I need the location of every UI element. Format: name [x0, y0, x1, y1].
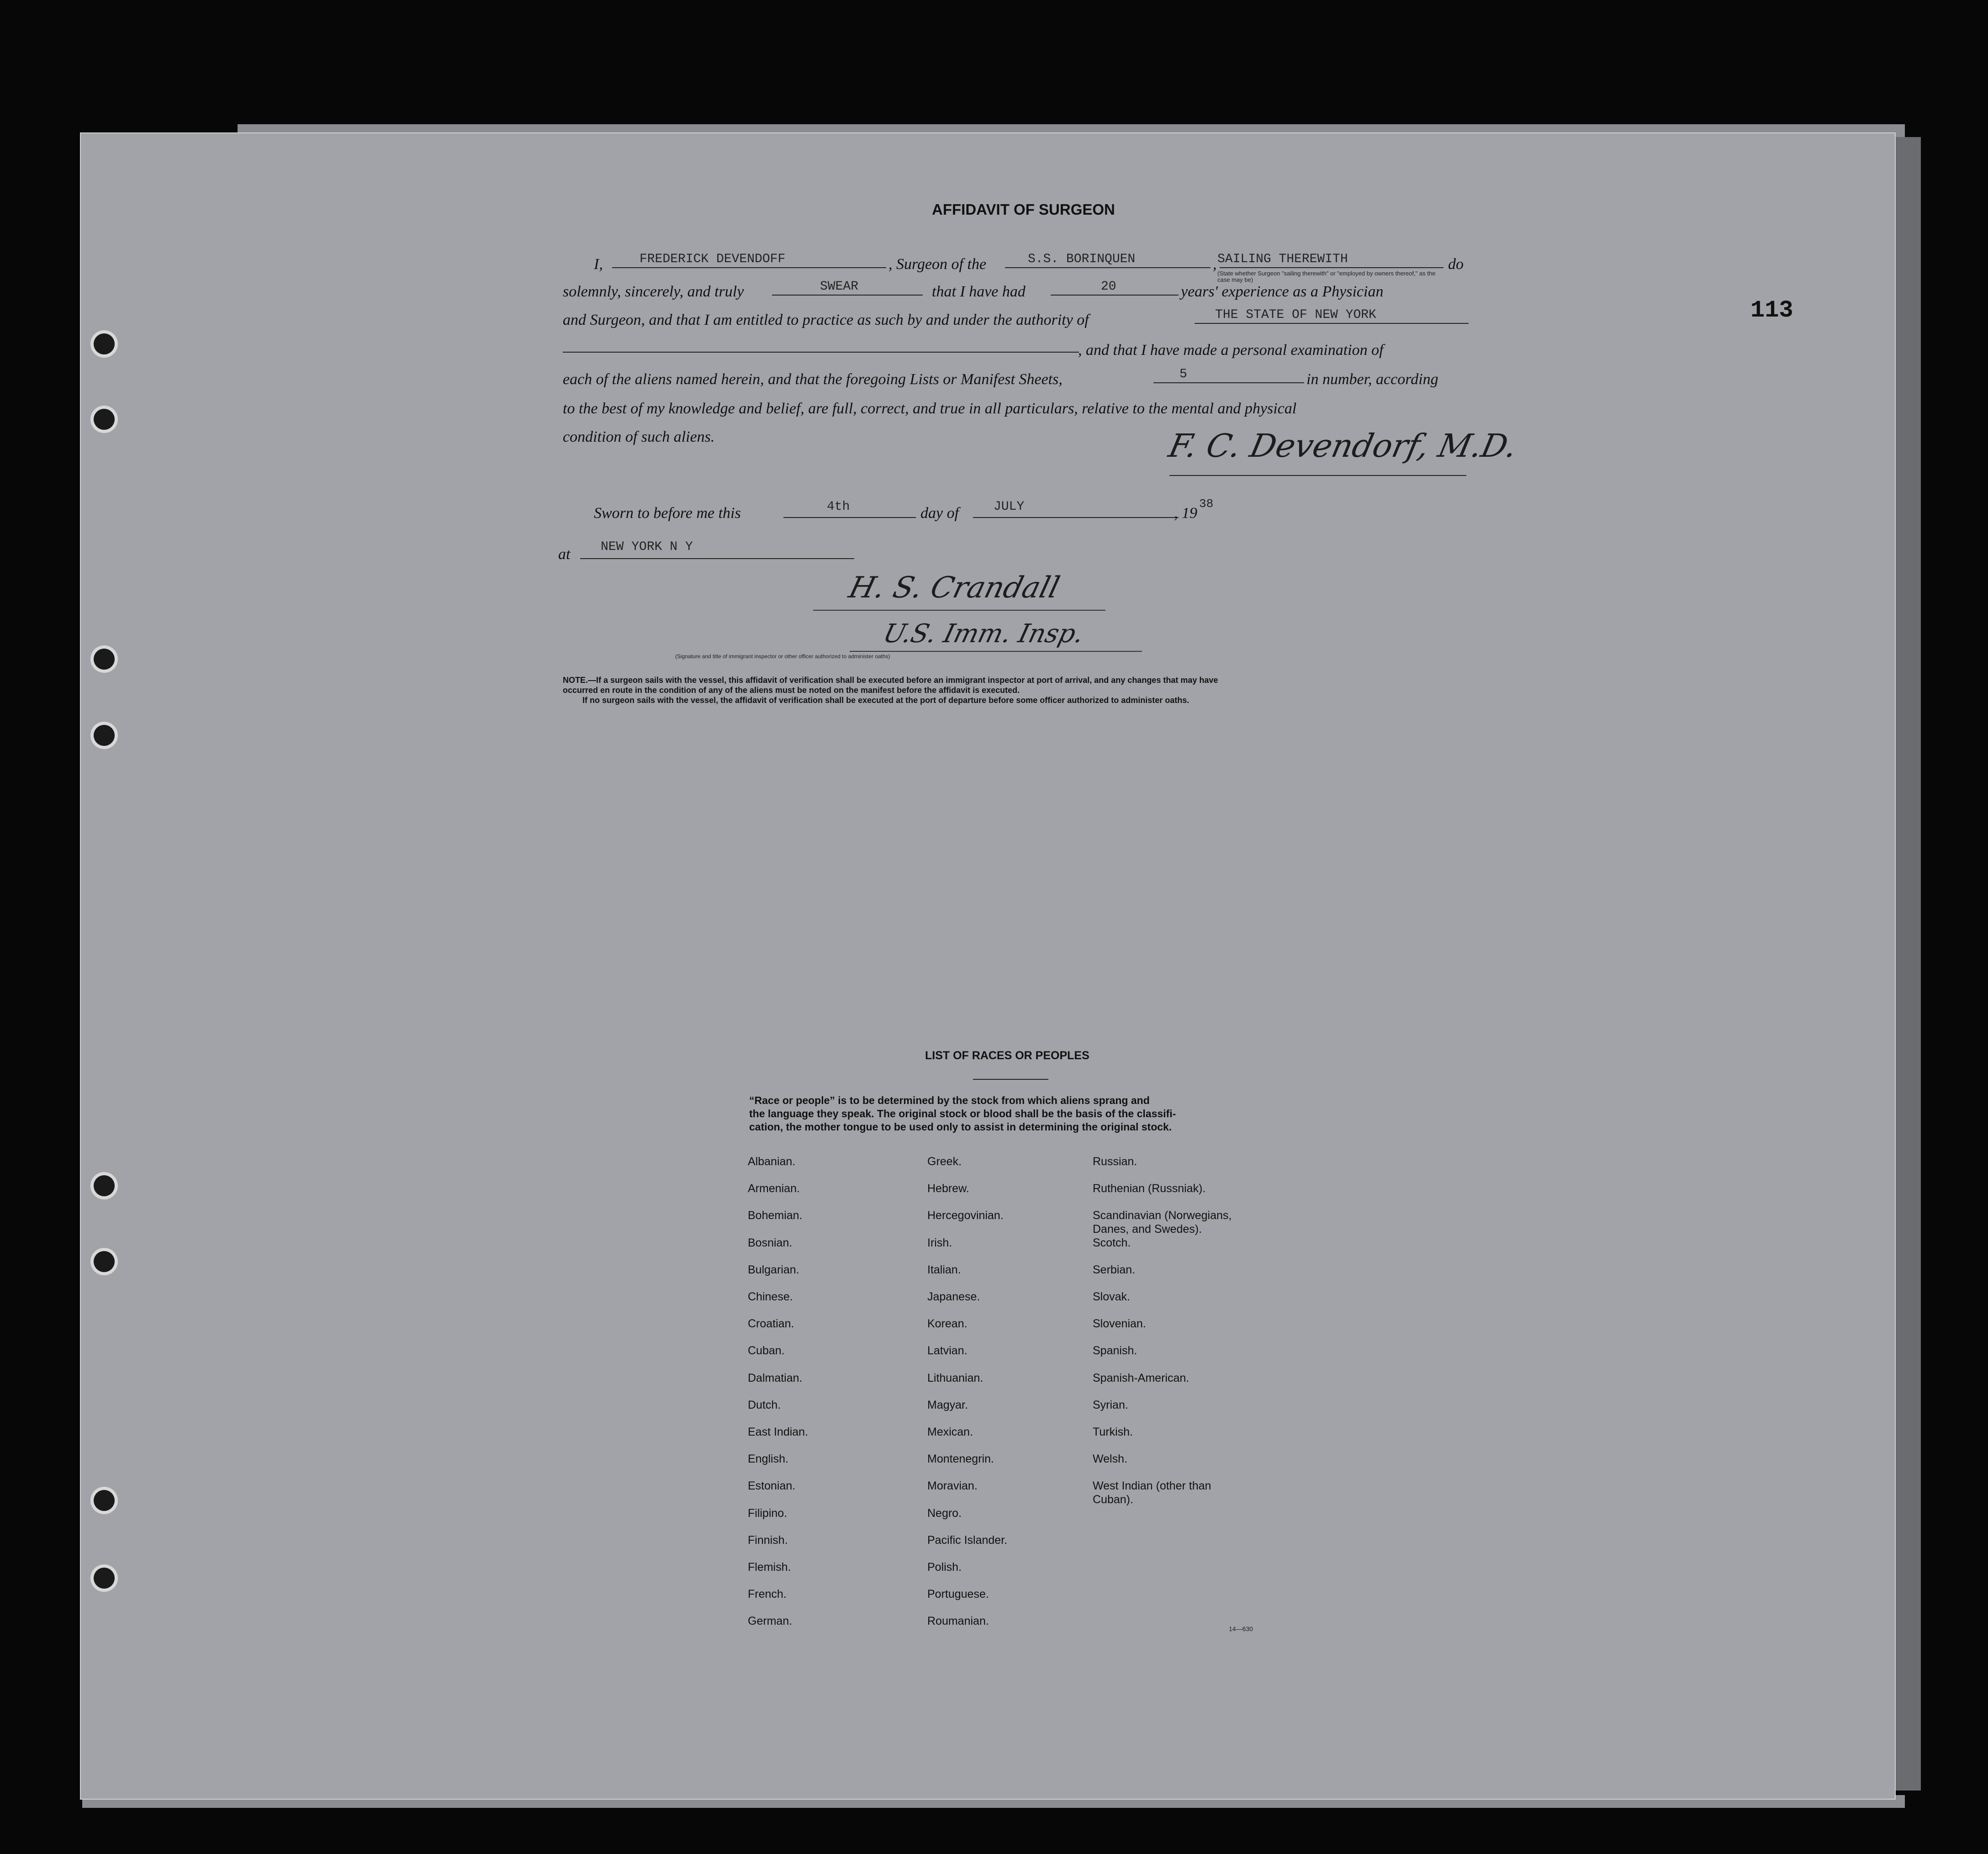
field-underline	[772, 295, 923, 296]
race-item: Finnish.	[748, 1533, 788, 1547]
affidavit-text: each of the aliens named herein, and that the foregoing Lists or Manifest Sheets,	[563, 371, 1063, 388]
race-item: Negro.	[927, 1506, 962, 1520]
field-underline	[1195, 323, 1469, 324]
affidavit-note: If no surgeon sails with the vessel, the affidavit of verification shall be executed at the port of departure before some officer authorized to administer oaths.	[582, 696, 1190, 705]
sailing-status-caption: (State whether Surgeon "sailing therewith" or "employed by owners thereof," as the case may be)	[1217, 270, 1436, 283]
race-item: Chinese.	[748, 1290, 793, 1303]
race-item: Armenian.	[748, 1182, 800, 1195]
oath-field: SWEAR	[820, 280, 859, 294]
affidavit-note: NOTE.—If a surgeon sails with the vessel, this affidavit of verification shall be executed before an immigrant inspector at port of arrival, and any changes that may have	[563, 676, 1218, 685]
race-item: German.	[748, 1615, 793, 1628]
vessel-field: S.S. BORINQUEN	[1028, 252, 1136, 266]
signature-line	[850, 651, 1142, 652]
surgeon-name-field: FREDERICK DEVENDOFF	[640, 252, 786, 266]
race-item: Japanese.	[927, 1290, 980, 1303]
affidavit-text: and Surgeon, and that I am entitled to practice as such by and under the authority of	[563, 312, 1089, 328]
race-item: Danes, and Swedes).	[1093, 1223, 1202, 1236]
races-intro: “Race or people” is to be determined by the stock from which aliens sprang and	[749, 1094, 1150, 1106]
affidavit-text: condition of such aliens.	[563, 428, 715, 445]
years-field: 20	[1101, 280, 1116, 294]
field-underline	[1051, 295, 1179, 296]
race-item: Albanian.	[748, 1155, 796, 1168]
binder-hole	[94, 409, 115, 430]
year-field: 38	[1199, 497, 1214, 511]
sworn-text: Sworn to before me this	[594, 505, 741, 522]
affidavit-text: , and that I have made a personal examination of	[1078, 342, 1384, 359]
race-item: Bulgarian.	[748, 1263, 799, 1276]
race-item: French.	[748, 1588, 787, 1601]
race-item: Slovenian.	[1093, 1317, 1146, 1331]
place-field: NEW YORK N Y	[601, 540, 693, 554]
field-underline	[563, 352, 1079, 353]
race-item: Croatian.	[748, 1317, 794, 1331]
affidavit-title: AFFIDAVIT OF SURGEON	[932, 201, 1115, 218]
signature-caption: (Signature and title of immigrant inspector or other officer authorized to administer oaths)	[675, 653, 890, 660]
page-stack-edge	[1896, 137, 1921, 1791]
races-intro: cation, the mother tongue to be used only to assist in determining the original stock.	[749, 1121, 1172, 1133]
affidavit-text: solemnly, sincerely, and truly	[563, 283, 744, 300]
day-field: 4th	[827, 500, 850, 514]
signature-line	[1169, 475, 1466, 476]
form-number: 14—630	[1229, 1625, 1253, 1632]
race-item: West Indian (other than	[1093, 1479, 1211, 1493]
page-number: 113	[1750, 297, 1793, 324]
race-item: Pacific Islander.	[927, 1533, 1008, 1547]
field-underline	[612, 267, 886, 268]
race-item: Slovak.	[1093, 1290, 1130, 1303]
race-item: Estonian.	[748, 1479, 796, 1493]
race-item: English.	[748, 1453, 788, 1466]
affidavit-text: , Surgeon of the	[888, 256, 987, 273]
inspector-title: U.S. Imm. Insp.	[880, 619, 1087, 649]
race-item: Hebrew.	[927, 1182, 969, 1195]
race-item: Bosnian.	[748, 1236, 793, 1249]
races-title: LIST OF RACES OR PEOPLES	[925, 1049, 1089, 1062]
race-item: Filipino.	[748, 1506, 788, 1520]
sworn-text: , 19	[1174, 505, 1197, 522]
binder-hole	[94, 333, 115, 354]
affidavit-text: to the best of my knowledge and belief, are full, correct, and true in all particulars, relative to the mental and physical	[563, 400, 1297, 417]
affidavit-text: that I have had	[932, 283, 1026, 300]
field-underline	[1220, 267, 1443, 268]
affidavit-text: I,	[594, 256, 603, 273]
field-underline	[580, 558, 854, 559]
inspector-signature: H. S. Crandall	[845, 571, 1063, 605]
place-label: at	[558, 546, 571, 563]
race-item: East Indian.	[748, 1426, 809, 1438]
race-item: Irish.	[927, 1236, 952, 1249]
race-item: Scandinavian (Norwegians,	[1093, 1209, 1232, 1222]
month-field: JULY	[994, 500, 1025, 514]
affidavit-text: ,	[1213, 256, 1217, 273]
affidavit-note: occurred en route in the condition of any of the aliens must be noted on the manifest before the affidavit is executed.	[563, 686, 1020, 695]
race-item: Syrian.	[1093, 1398, 1128, 1411]
race-item: Spanish.	[1093, 1344, 1137, 1357]
race-item: Russian.	[1093, 1155, 1137, 1168]
race-item: Greek.	[927, 1155, 962, 1168]
race-item: Korean.	[927, 1317, 968, 1331]
race-item: Welsh.	[1093, 1453, 1127, 1466]
field-underline	[1153, 382, 1304, 383]
title-rule	[973, 1079, 1048, 1080]
race-item: Flemish.	[748, 1561, 791, 1574]
sailing-status-field: SAILING THEREWITH	[1217, 252, 1348, 266]
affidavit-text: do	[1448, 256, 1464, 273]
race-item: Hercegovinian.	[927, 1209, 1004, 1222]
binder-hole	[94, 1175, 115, 1196]
field-underline	[783, 517, 916, 518]
race-item: Italian.	[927, 1263, 961, 1276]
binder-hole	[94, 725, 115, 746]
authority-field: THE STATE OF NEW YORK	[1215, 308, 1376, 322]
races-intro: the language they speak. The original stock or blood shall be the basis of the classifi-	[749, 1108, 1176, 1120]
binder-hole	[94, 1568, 115, 1589]
race-item: Moravian.	[927, 1479, 978, 1493]
signature-line	[813, 610, 1105, 611]
sworn-text: day of	[920, 505, 959, 522]
race-item: Turkish.	[1093, 1426, 1133, 1438]
binder-hole	[94, 649, 115, 670]
sheets-field: 5	[1179, 367, 1187, 381]
race-item: Polish.	[927, 1561, 962, 1574]
race-item: Lithuanian.	[927, 1371, 983, 1384]
race-item: Ruthenian (Russniak).	[1093, 1182, 1206, 1195]
race-item: Dutch.	[748, 1398, 781, 1411]
race-item: Dalmatian.	[748, 1371, 803, 1384]
race-item: Spanish-American.	[1093, 1371, 1190, 1384]
field-underline	[973, 517, 1179, 518]
binder-hole	[94, 1251, 115, 1272]
race-item: Cuban.	[748, 1344, 785, 1357]
race-item: Serbian.	[1093, 1263, 1136, 1276]
race-item: Portuguese.	[927, 1588, 989, 1601]
affidavit-text: in number, according	[1306, 371, 1438, 388]
race-item: Mexican.	[927, 1426, 973, 1438]
binder-hole	[94, 1490, 115, 1511]
race-item: Scotch.	[1093, 1236, 1131, 1249]
race-item: Montenegrin.	[927, 1453, 994, 1466]
race-item: Latvian.	[927, 1344, 968, 1357]
race-item: Roumanian.	[927, 1615, 989, 1628]
field-underline	[1005, 267, 1211, 268]
race-item: Cuban).	[1093, 1493, 1133, 1506]
race-item: Bohemian.	[748, 1209, 803, 1222]
affidavit-text: years' experience as a Physician	[1181, 283, 1384, 300]
race-item: Magyar.	[927, 1398, 968, 1411]
surgeon-signature: F. C. Devendorf, M.D.	[1165, 427, 1521, 465]
